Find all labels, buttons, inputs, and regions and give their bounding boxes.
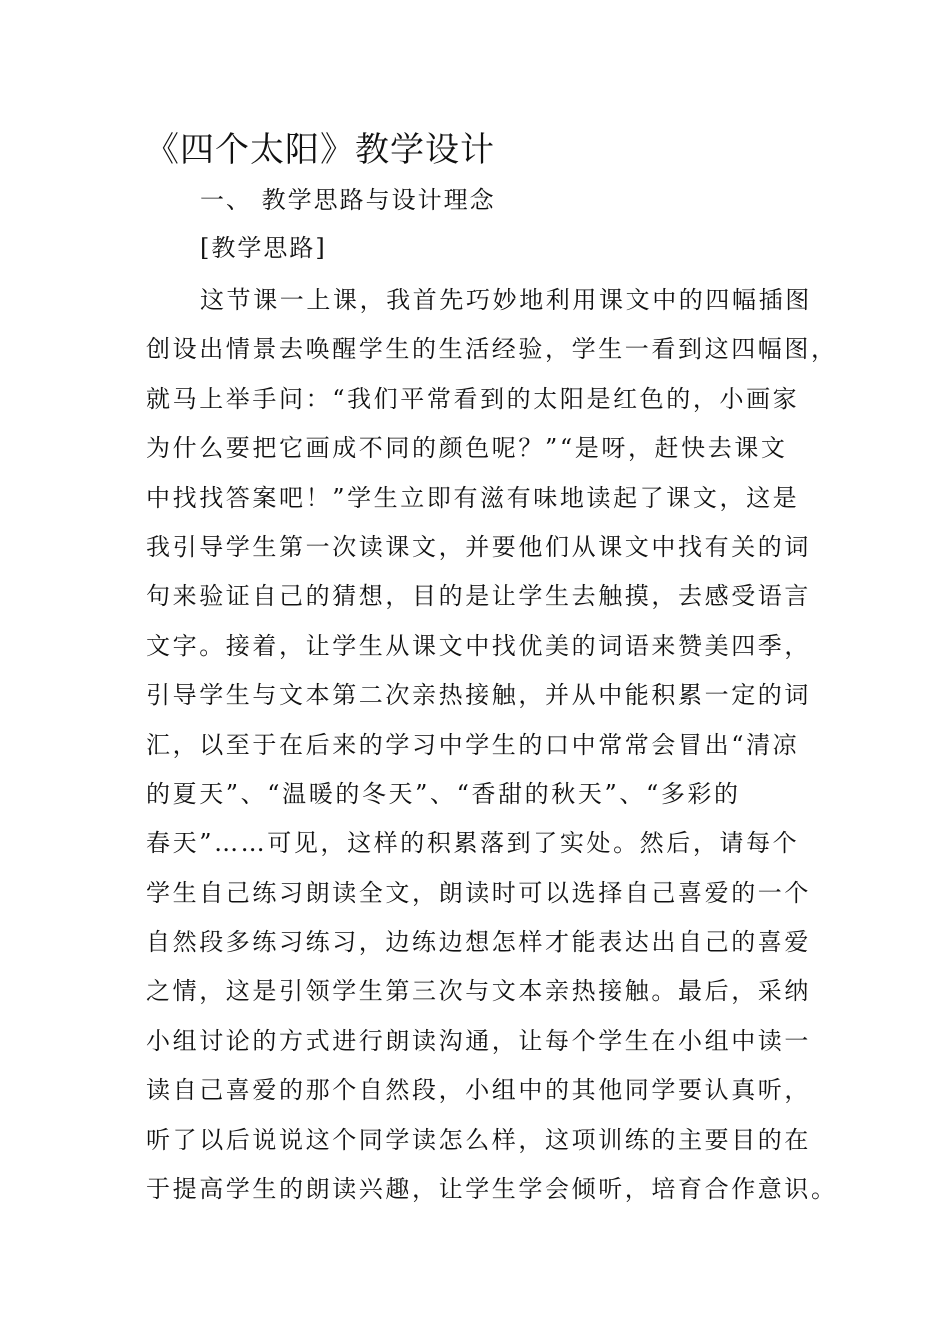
paragraph-line: 中找找答案吧！”学生立即有滋有味地读起了课文，这是 <box>146 483 800 512</box>
paragraph-line: 之情，这是引领学生第三次与文本亲热接触。最后，采纳 <box>146 977 811 1006</box>
paragraph-line: 听了以后说说这个同学读怎么样，这项训练的主要目的在 <box>146 1125 811 1154</box>
paragraph-line: 汇，以至于在后来的学习中学生的口中常常会冒出“清凉 <box>146 730 800 759</box>
body-paragraph <box>146 276 838 1214</box>
paragraph-line: 读自己喜爱的那个自然段，小组中的其他同学要认真听， <box>146 1076 811 1105</box>
subheading: [教学思路] <box>200 234 327 262</box>
paragraph-line: 文字。接着，让学生从课文中找优美的词语来赞美四季， <box>146 631 811 660</box>
paragraph-line: 创设出情景去唤醒学生的生活经验，学生一看到这四幅图， <box>146 335 838 364</box>
paragraph-line: 春天”……可见，这样的积累落到了实处。然后，请每个 <box>146 829 800 858</box>
paragraph-line: 句来验证自己的猜想，目的是让学生去触摸，去感受语言 <box>146 582 811 611</box>
document-title: 《四个太阳》教学设计 <box>145 130 495 170</box>
section-heading: 一、 教学思路与设计理念 <box>200 186 496 214</box>
paragraph-line: 引导学生与文本第二次亲热接触，并从中能积累一定的词 <box>146 681 811 710</box>
paragraph-line: 这节课一上课，我首先巧妙地利用课文中的四幅插图 <box>200 286 812 314</box>
paragraph-line: 自然段多练习练习，边练边想怎样才能表达出自己的喜爱 <box>146 928 811 957</box>
paragraph-line: 为什么要把它画成不同的颜色呢？”“是呀，赶快去课文 <box>146 434 788 463</box>
paragraph-line: 小组讨论的方式进行朗读沟通，让每个学生在小组中读一 <box>146 1026 811 1055</box>
paragraph-line: 就马上举手问：“我们平常看到的太阳是红色的，小画家 <box>146 384 800 413</box>
paragraph-line: 学生自己练习朗读全文，朗读时可以选择自己喜爱的一个 <box>146 878 811 907</box>
paragraph-line: 的夏天”、“温暖的冬天”、“香甜的秋天”、“多彩的 <box>146 779 741 808</box>
paragraph-line: 我引导学生第一次读课文，并要他们从课文中找有关的词 <box>146 532 811 561</box>
paragraph-line: 于提高学生的朗读兴趣，让学生学会倾听，培育合作意识。 <box>146 1175 838 1204</box>
